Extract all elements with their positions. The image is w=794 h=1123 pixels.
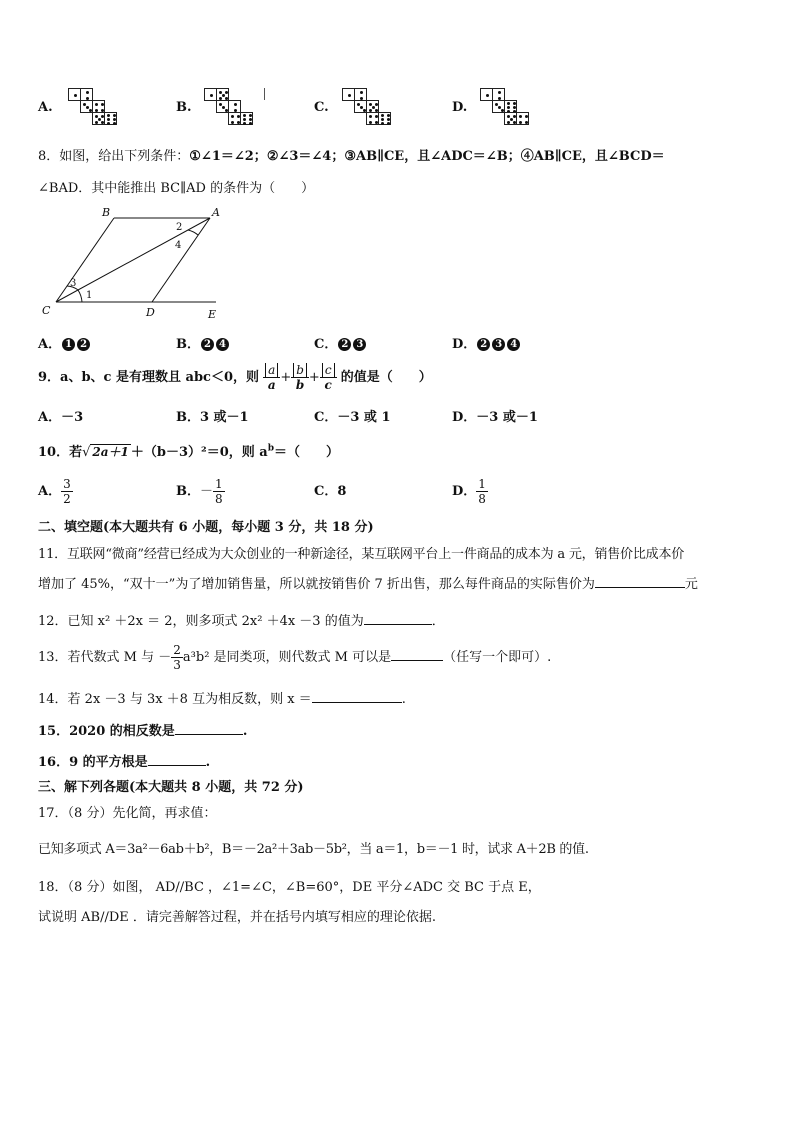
q7-option-d bbox=[452, 100, 467, 115]
q8-options bbox=[38, 333, 738, 353]
q13: 13．若代数式 M 与 － $\frac{2}{3}$ a³b² 是同类项，则代数式 M 可以是 （任写一个即可）. bbox=[38, 643, 552, 672]
q9-stem: 9．a、b、c 是有理数且 abc＜0，则 $\frac{a}{a}$ + $\frac{b}{b}$ + $\frac{c}{c}$ 的值是（ ） bbox=[38, 363, 432, 392]
q8-condition-2: ②∠3＝∠4； bbox=[266, 149, 345, 164]
q8-option-c: C． 2 3 bbox=[314, 333, 367, 352]
q7-option-d-label: D. bbox=[452, 100, 468, 115]
q8-option-a: A． 1 2 bbox=[38, 333, 91, 352]
q8-option-d: D． 2 3 4 bbox=[452, 333, 521, 352]
q10-option-a: A． $\frac{3}{2}$ bbox=[38, 477, 71, 506]
q11-line2: 增加了 45%，“双十一”为了增加销售量，所以就按销售价 7 折出售，那么每件商品的实际售价为 元 bbox=[38, 577, 698, 592]
q10-options bbox=[38, 472, 738, 512]
q8-angle-2: 2 bbox=[176, 222, 183, 233]
dice-net-d-icon bbox=[480, 88, 540, 128]
dice-net-b-icon bbox=[204, 88, 264, 128]
q16: 16．9 的平方根是 . bbox=[38, 755, 211, 770]
q8-angle-3: 3 bbox=[70, 278, 77, 289]
dice-net-a-icon bbox=[68, 88, 128, 128]
q9-options bbox=[38, 406, 738, 426]
q10-radicand: 2a＋1 bbox=[92, 445, 129, 459]
q10-option-d: D． $\frac{1}{8}$ bbox=[452, 477, 486, 506]
q10-option-c: C．8 bbox=[314, 484, 347, 499]
q9-frac-a: $\frac{a}{a}$ bbox=[263, 363, 280, 392]
q15: 15．2020 的相反数是 . bbox=[38, 724, 248, 739]
q8-label-d: D bbox=[146, 306, 155, 319]
q8-angle-1: 1 bbox=[86, 290, 93, 301]
q8-angle-4: 4 bbox=[175, 240, 182, 251]
q9-option-a: A．－3 bbox=[38, 410, 84, 425]
q9-option-d: D．－3 或－1 bbox=[452, 410, 538, 425]
q9-option-b: B．3 或－1 bbox=[176, 410, 249, 425]
q10-option-b: B．－ $\frac{1}{8}$ bbox=[176, 477, 223, 506]
q9-frac-c: $\frac{c}{c}$ bbox=[320, 363, 337, 392]
q8-stem-line2: ∠BAD．其中能推出 BC∥AD 的条件为（ ） bbox=[38, 181, 315, 196]
q7-option-a-label: A. bbox=[38, 100, 53, 115]
section3-heading: 三、解下列各题(本大题共 8 小题，共 72 分) bbox=[38, 780, 304, 795]
q18-line1: 18．（8 分）如图， AD//BC ，∠1=∠C，∠B=60°，DE 平分∠ADC 交 BC 于点 E， bbox=[38, 880, 541, 895]
q7-option-a bbox=[38, 100, 53, 115]
q7-option-c bbox=[314, 100, 329, 115]
q10-stem: 10．若√ 2a＋1 ＋（b－3）²＝0，则 $a^b=$（ ） bbox=[38, 443, 340, 460]
q8-condition-4: ④AB∥CE，且∠BCD＝ bbox=[520, 149, 665, 164]
q7-option-b bbox=[176, 100, 192, 115]
q7-options bbox=[38, 88, 738, 130]
q8-condition-3: ③AB∥CE，且∠ADC＝∠B； bbox=[344, 149, 521, 164]
q14: 14．若 2x －3 与 3x ＋8 互为相反数，则 x ＝ . bbox=[38, 692, 406, 707]
q11-line1: 11．互联网“微商”经营已经成为大众创业的一种新途径，某互联网平台上一件商品的成本为 a 元，销售价比成本价 bbox=[38, 547, 685, 562]
q8-label-b: B bbox=[102, 206, 111, 219]
q8-stem-line1 bbox=[38, 145, 665, 164]
q8-label-c: C bbox=[42, 304, 51, 317]
q7-option-b-label: B. bbox=[176, 100, 192, 115]
q17-head: 17．（8 分）先化简，再求值： bbox=[38, 806, 217, 821]
q12: 12．已知 x² ＋2x ＝ 2，则多项式 2x² ＋4x －3 的值为 ． bbox=[38, 614, 445, 629]
q9-option-c: C．－3 或 1 bbox=[314, 410, 391, 425]
q8-label-a: A bbox=[212, 206, 220, 219]
q17-body: 已知多项式 A＝3a²－6ab＋b²，B＝－2a²＋3ab－5b²，当 a＝1，b＝－1 时，试求 A＋2B 的值. bbox=[38, 842, 589, 857]
q8-condition-1: ①∠1＝∠2； bbox=[189, 149, 267, 164]
section2-heading: 二、填空题(本大题共有 6 小题，每小题 3 分，共 18 分) bbox=[38, 520, 374, 535]
q9-frac-b: $\frac{b}{b}$ bbox=[291, 363, 309, 392]
dice-net-c-icon bbox=[342, 88, 402, 128]
q8-figure bbox=[38, 202, 238, 322]
q18-line2: 试说明 AB//DE ．请完善解答过程，并在括号内填写相应的理论依据. bbox=[38, 910, 437, 925]
q8-option-b: B． 2 4 bbox=[176, 333, 230, 352]
q8-label-e: E bbox=[208, 308, 217, 321]
q7-option-c-label: C. bbox=[314, 100, 329, 115]
q8-stem-prefix: 8．如图，给出下列条件： bbox=[38, 149, 190, 164]
